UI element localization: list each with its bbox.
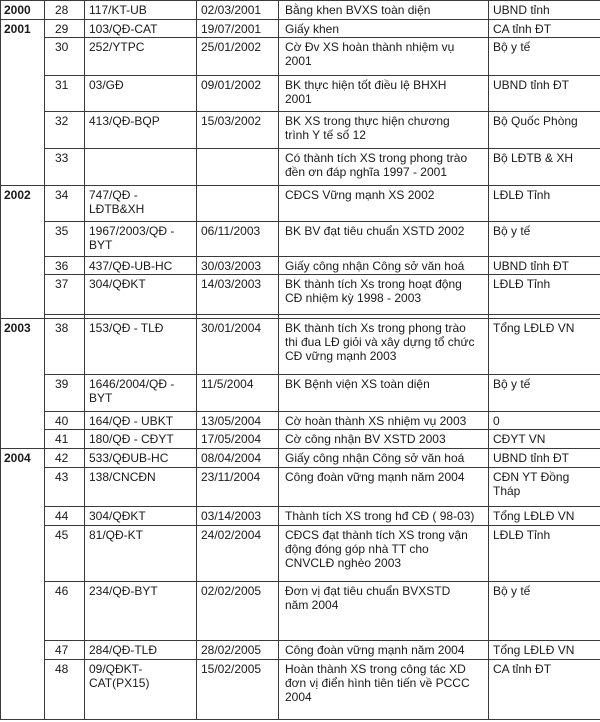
issuer-cell: UBND tỉnh ĐT [489,449,600,468]
issuer-cell: Bộ y tế [489,38,600,76]
award-content-cell: Công đoàn vững mạnh năm 2004 [279,468,489,507]
decision-code-cell: 1646/2004/QĐ - BYT [85,375,197,412]
issuer-cell: Tổng LĐLĐ VN [489,507,600,526]
decision-code-cell: 533/QĐUB-HC [85,449,197,468]
issuer-cell: UBND tỉnh ĐT [489,76,600,112]
issuer-cell: CA tỉnh ĐT [489,660,600,720]
decision-code-cell [85,149,197,186]
table-row [1,275,600,315]
table-row [1,186,600,222]
date-cell: 15/03/2002 [197,112,279,149]
date-cell: 19/07/2001 [197,20,279,38]
issuer-cell: Tổng LĐLĐ VN [489,319,600,375]
table-row [1,468,600,507]
table-row [1,449,600,468]
entry-number-cell: 42 [45,449,85,468]
issuer-cell: 0 [489,412,600,430]
date-cell: 17/05/2004 [197,430,279,449]
entry-number-cell: 48 [45,660,85,720]
entry-number-cell: 44 [45,507,85,526]
entry-number-cell: 46 [45,582,85,641]
award-content-cell: Có thành tích XS trong phong trào đền ơn đáp nghĩa 1997 - 2001 [279,149,489,186]
table-row [1,319,600,375]
table-row [1,526,600,582]
date-cell: 30/03/2003 [197,257,279,275]
table-row [1,20,600,38]
entry-number-cell: 38 [45,319,85,375]
issuer-cell: LĐLĐ Tỉnh [489,526,600,582]
award-content-cell: Cờ công nhận BV XSTD 2003 [279,430,489,449]
year-cell: 2002 [1,186,45,319]
table-row [1,660,600,720]
issuer-cell: UBND tỉnh ĐT [489,257,600,275]
table-row [1,38,600,76]
table-row [1,641,600,660]
entry-number-cell: 34 [45,186,85,222]
award-content-cell: Thành tích XS trong hđ CĐ ( 98-03) [279,507,489,526]
date-cell: 25/01/2002 [197,38,279,76]
date-cell: 30/01/2004 [197,319,279,375]
date-cell: 02/02/2005 [197,582,279,641]
decision-code-cell: 164/QĐ - UBKT [85,412,197,430]
award-content-cell: Đơn vị đạt tiêu chuẩn BVXSTD năm 2004 [279,582,489,641]
decision-code-cell: 138/CNCĐN [85,468,197,507]
entry-number-cell: 36 [45,257,85,275]
issuer-cell: UBND tỉnh [489,1,600,20]
decision-code-cell: 117/KT-UB [85,1,197,20]
year-cell: 2001 [1,20,45,186]
date-cell: 23/11/2004 [197,468,279,507]
award-content-cell: Công đoàn vững mạnh năm 2004 [279,641,489,660]
entry-number-cell: 41 [45,430,85,449]
date-cell: 13/05/2004 [197,412,279,430]
award-content-cell: BK thành tích Xs trong hoạt động CĐ nhiệm kỳ 1998 - 2003 [279,275,489,315]
issuer-cell: LĐLĐ Tỉnh [489,186,600,222]
award-content-cell: Bằng khen BVXS toàn diện [279,1,489,20]
award-content-cell: Giấy công nhận Công sở văn hoá [279,449,489,468]
entry-number-cell: 39 [45,375,85,412]
date-cell: 08/04/2004 [197,449,279,468]
issuer-cell: Tổng LĐLĐ VN [489,641,600,660]
entry-number-cell: 43 [45,468,85,507]
date-cell: 11/5/2004 [197,375,279,412]
award-content-cell: BK XS trong thực hiện chương trình Y tế số 12 [279,112,489,149]
entry-number-cell: 45 [45,526,85,582]
table-row [1,149,600,186]
date-cell: 24/02/2004 [197,526,279,582]
table-row [1,430,600,449]
decision-code-cell: 437/QĐ-UB-HC [85,257,197,275]
table-row [1,412,600,430]
table-row [1,507,600,526]
entry-number-cell: 31 [45,76,85,112]
award-content-cell: CĐCS Vững mạnh XS 2002 [279,186,489,222]
date-cell: 15/02/2005 [197,660,279,720]
issuer-cell: Bộ LĐTB & XH [489,149,600,186]
entry-number-cell: 32 [45,112,85,149]
entry-number-cell: 40 [45,412,85,430]
date-cell: 14/03/2003 [197,275,279,315]
award-content-cell: Cờ hoàn thành XS nhiệm vụ 2003 [279,412,489,430]
issuer-cell: Bộ y tế [489,222,600,257]
entry-number-cell: 33 [45,149,85,186]
decision-code-cell: 304/QĐKT [85,507,197,526]
issuer-cell: Bộ y tế [489,375,600,412]
issuer-cell: CĐYT VN [489,430,600,449]
decision-code-cell: 1967/2003/QĐ - BYT [85,222,197,257]
year-cell: 2003 [1,319,45,449]
date-cell [197,149,279,186]
awards-table-body [1,1,600,720]
issuer-cell: Bộ Quốc Phòng [489,112,600,149]
decision-code-cell: 09/QĐKT- CAT(PX15) [85,660,197,720]
issuer-cell: CA tỉnh ĐT [489,20,600,38]
table-row [1,76,600,112]
table-row [1,375,600,412]
date-cell [197,186,279,222]
award-content-cell: BK Bệnh viện XS toàn diện [279,375,489,412]
decision-code-cell: 153/QĐ - TLĐ [85,319,197,375]
award-content-cell: Giấy khen [279,20,489,38]
issuer-cell: CĐN YT Đồng Tháp [489,468,600,507]
date-cell: 03/14/2003 [197,507,279,526]
date-cell: 09/01/2002 [197,76,279,112]
decision-code-cell: 252/YTPC [85,38,197,76]
entry-number-cell: 30 [45,38,85,76]
decision-code-cell: 103/QĐ-CAT [85,20,197,38]
year-cell: 2004 [1,449,45,720]
entry-number-cell: 37 [45,275,85,315]
decision-code-cell: 413/QĐ-BQP [85,112,197,149]
year-cell: 2000 [1,1,45,20]
date-cell: 28/02/2005 [197,641,279,660]
date-cell: 02/03/2001 [197,1,279,20]
issuer-cell: LĐLĐ Tỉnh [489,275,600,315]
award-content-cell: Giấy công nhận Công sở văn hoá [279,257,489,275]
award-content-cell: BK thực hiện tốt điều lệ BHXH 2001 [279,76,489,112]
award-content-cell: BK thành tích Xs trong phong trào thi đua LĐ giỏi và xây dựng tổ chức CĐ vững mạnh 2003 [279,319,489,375]
decision-code-cell: 284/QĐ-TLĐ [85,641,197,660]
table-row [1,222,600,257]
decision-code-cell: 180/QĐ - CĐYT [85,430,197,449]
award-content-cell: Hoàn thành XS trong công tác XD đơn vị điển hình tiên tiến về PCCC 2004 [279,660,489,720]
decision-code-cell: 81/QĐ-KT [85,526,197,582]
date-cell: 06/11/2003 [197,222,279,257]
table-row [1,1,600,20]
issuer-cell: Bộ y tế [489,582,600,641]
decision-code-cell: 03/GĐ [85,76,197,112]
decision-code-cell: 304/QĐKT [85,275,197,315]
decision-code-cell: 234/QĐ-BYT [85,582,197,641]
entry-number-cell: 29 [45,20,85,38]
table-row [1,112,600,149]
decision-code-cell: 747/QĐ - LĐTB&XH [85,186,197,222]
entry-number-cell: 47 [45,641,85,660]
entry-number-cell: 28 [45,1,85,20]
table-row [1,257,600,275]
award-content-cell: BK BV đạt tiêu chuẩn XSTD 2002 [279,222,489,257]
table-row [1,582,600,641]
award-content-cell: CĐCS đạt thành tích XS trong vận động đóng góp nhà TT cho CNVCLĐ nghèo 2003 [279,526,489,582]
award-content-cell: Cờ Đv XS hoàn thành nhiệm vụ 2001 [279,38,489,76]
entry-number-cell: 35 [45,222,85,257]
